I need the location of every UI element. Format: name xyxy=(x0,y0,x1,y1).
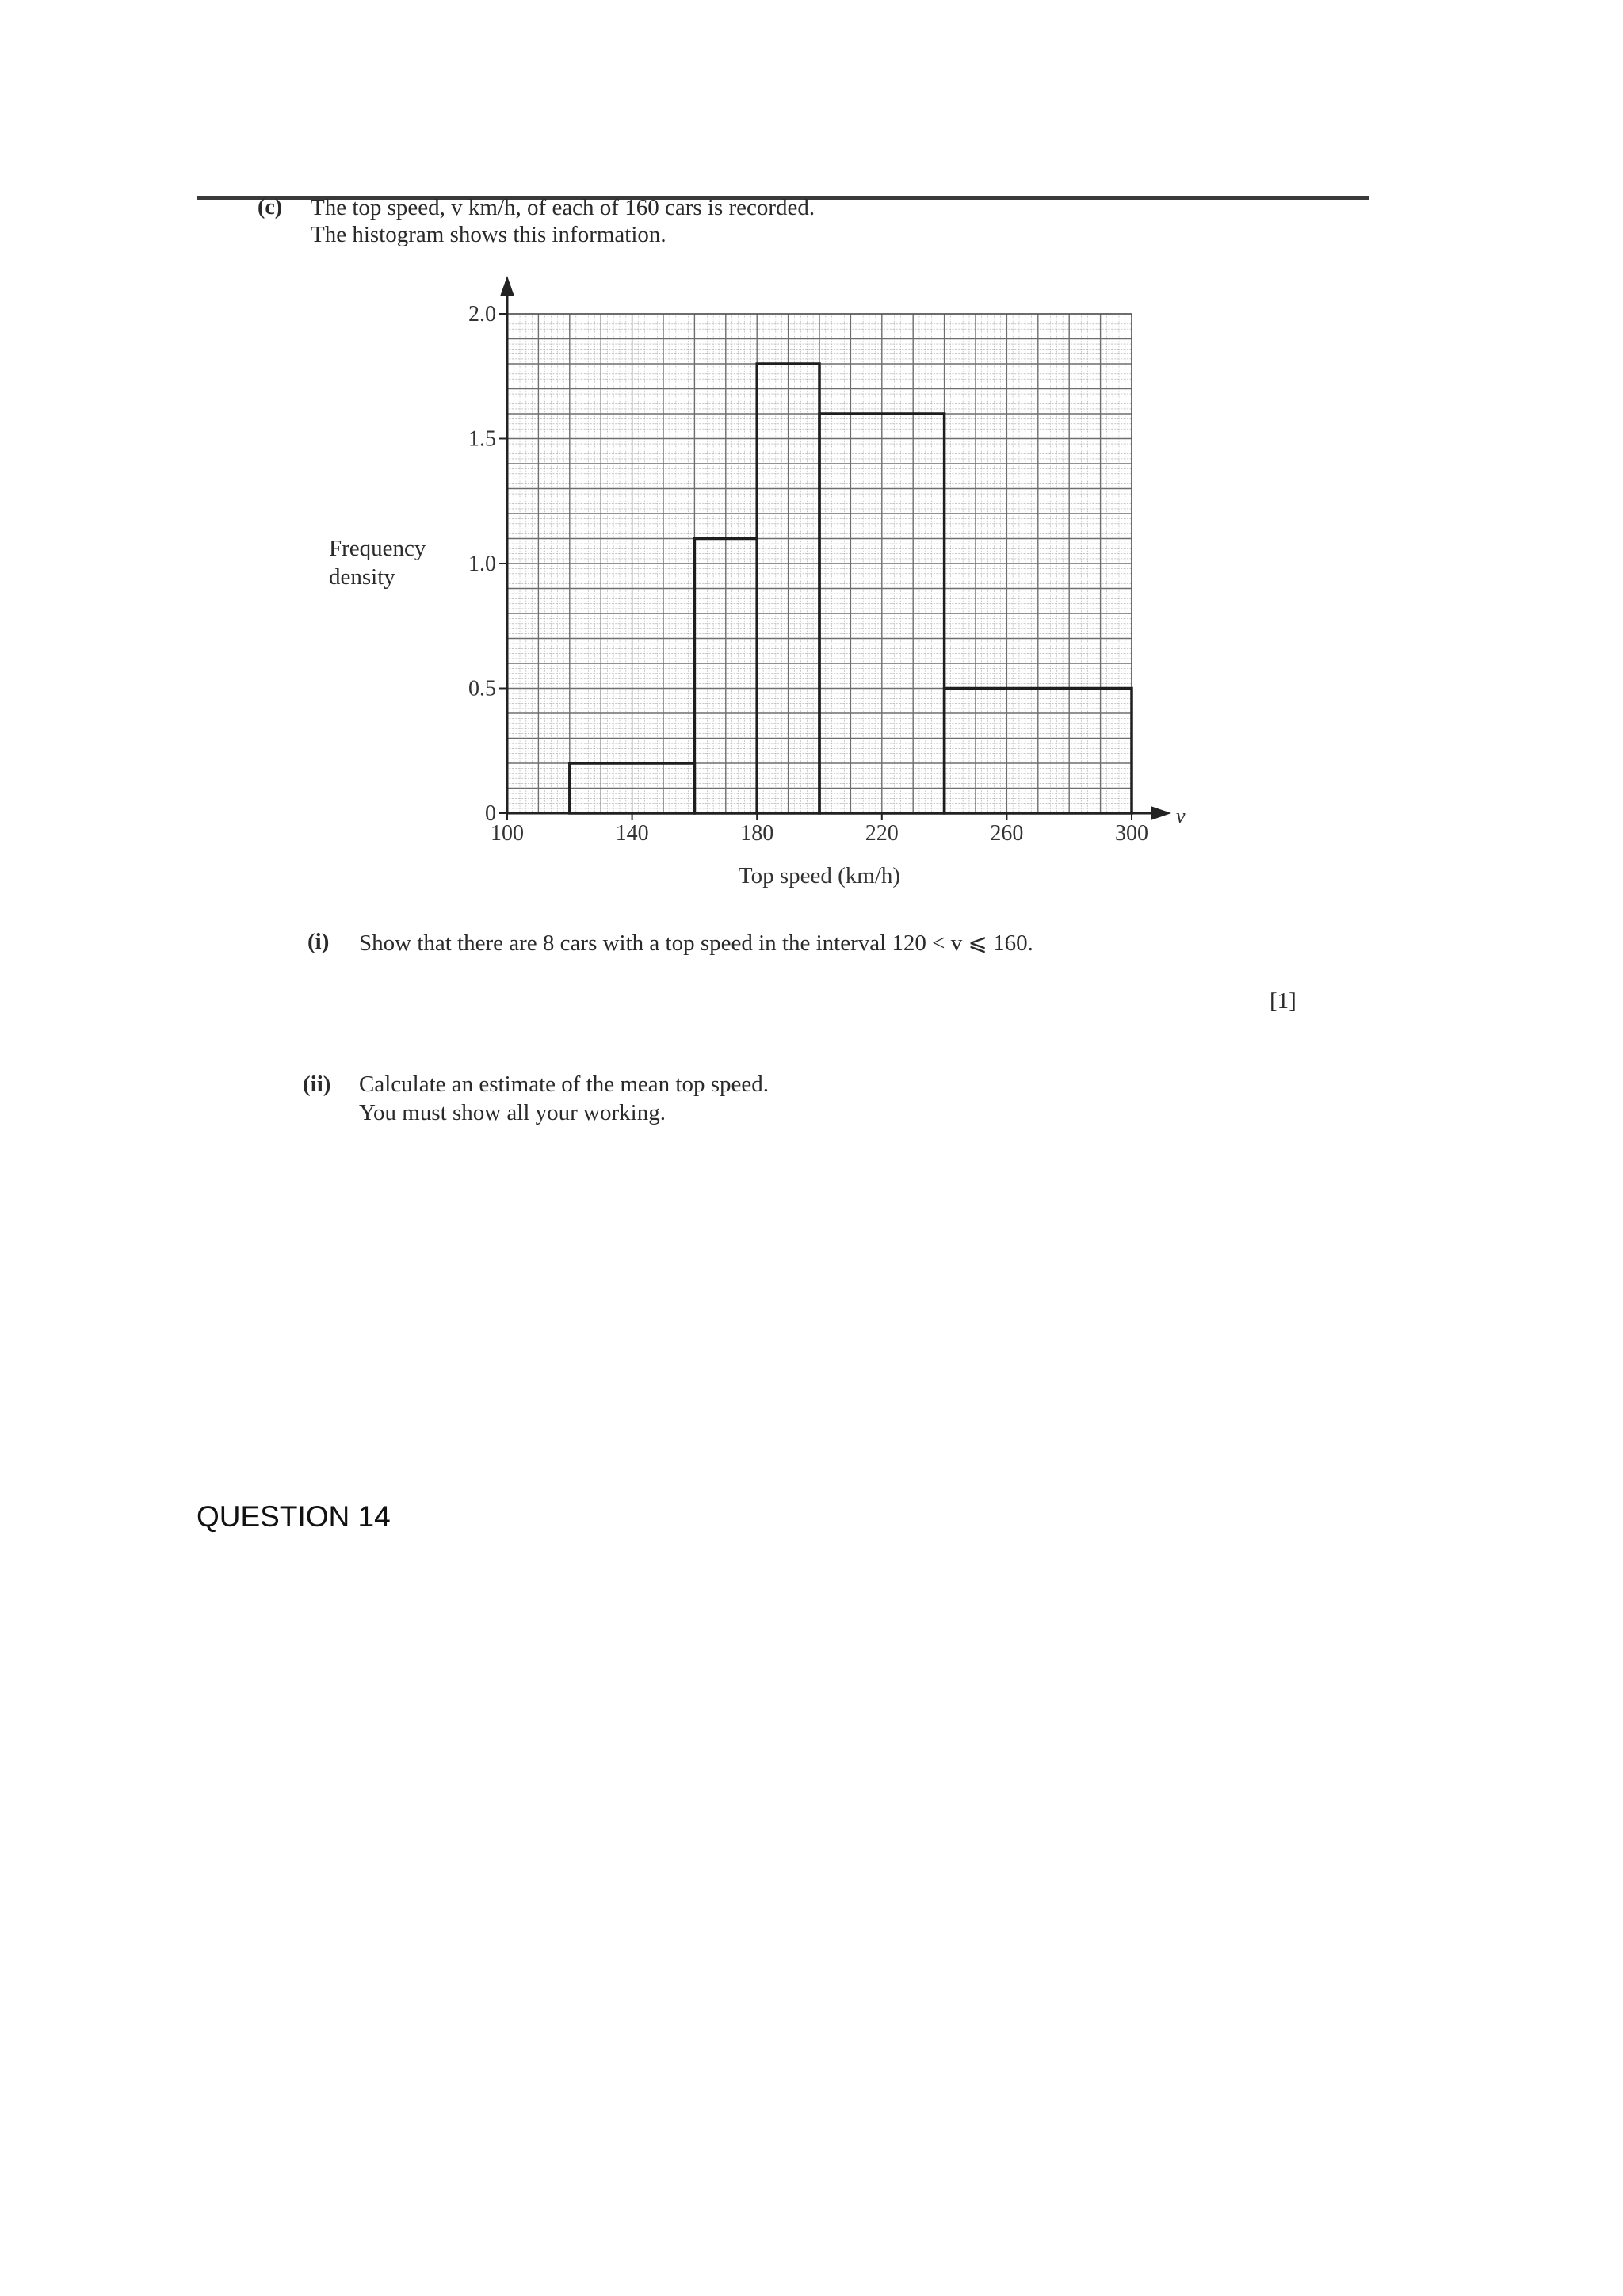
y-tick-label: 2.0 xyxy=(468,302,496,327)
question-ii-line-1: Calculate an estimate of the mean top speed. xyxy=(359,1072,769,1097)
x-variable-label: v xyxy=(1176,804,1186,827)
x-tick-label: 100 xyxy=(491,821,524,846)
y-axis-label-line-2: density xyxy=(329,564,395,590)
x-tick-label: 260 xyxy=(990,821,1024,846)
histogram xyxy=(428,269,1252,904)
histogram-svg xyxy=(428,269,1252,904)
x-tick-label: 220 xyxy=(865,821,899,846)
y-tick-label: 1.0 xyxy=(468,552,496,576)
intro-line-2: The histogram shows this information. xyxy=(311,222,666,247)
x-tick-label: 140 xyxy=(615,821,649,846)
x-tick-label: 300 xyxy=(1115,821,1148,846)
part-c-label: (c) xyxy=(258,195,283,220)
question-heading: QUESTION 14 xyxy=(197,1500,391,1533)
y-axis-label-line-1: Frequency xyxy=(329,536,426,561)
question-i-number: (i) xyxy=(307,929,330,954)
x-axis-arrow-icon xyxy=(1151,806,1171,820)
y-tick-label: 0 xyxy=(485,801,496,826)
intro-line-1: The top speed, v km/h, of each of 160 cars is recorded. xyxy=(311,195,815,220)
y-tick-label: 0.5 xyxy=(468,676,496,701)
y-axis-label xyxy=(329,534,426,591)
question-i-marks: [1] xyxy=(1270,988,1296,1014)
y-axis-arrow-icon xyxy=(500,276,514,296)
y-tick-label: 1.5 xyxy=(468,426,496,452)
question-ii-line-2: You must show all your working. xyxy=(359,1100,666,1125)
x-tick-label: 180 xyxy=(740,821,774,846)
x-axis-title: Top speed (km/h) xyxy=(738,863,901,888)
question-ii-number: (ii) xyxy=(303,1072,331,1097)
question-i-text: Show that there are 8 cars with a top speed in the interval 120 < v ⩽ 160. xyxy=(359,930,1033,956)
